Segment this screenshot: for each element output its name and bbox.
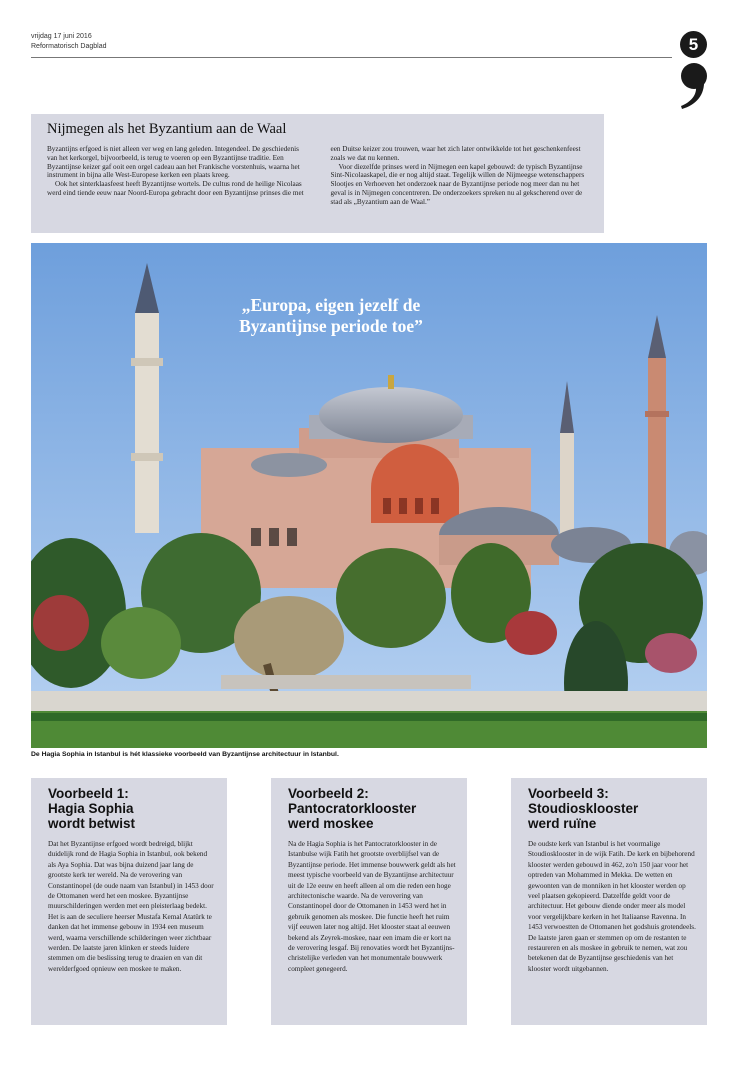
pull-quote: „Europa, eigen jezelf de Byzantijnse periode toe”: [239, 295, 423, 336]
card-title-line: Voorbeeld 2:: [288, 786, 369, 801]
intro-paragraph: Voor diezelfde prinses werd in Nijmegen een kapel gebouwd: de typisch Byzantijnse Sint-Nicolaaskapel, die er nog altijd staat. Tegelijk willen de Nijmeegse wetenschappers Slootjes en Verhoeven het onderzoek naar de Byzantijnse periode nog meer dan nu het geval is in Nijmegen concentreren. De onderzoekers spreken nu al gekscherend over de stad als „Byzantium aan de Waal.”: [330, 162, 585, 206]
example-card-1: [31, 778, 227, 1025]
comma-logo-icon: [678, 62, 708, 110]
intro-paragraph: Byzantijns erfgoed is niet alleen ver weg en lang geleden. Integendeel. De geschiedenis van het kerkorgel, bijvoorbeeld, is terug te voeren op een Byzantijnse traditie. Een Byzantijnse keizer gaf ooit een orgel cadeau aan het Frankische vorstenhuis, waarna het instrument in bijna alle West-Europese kerken een plaats kreeg.: [47, 145, 300, 180]
example-card-3: [511, 778, 707, 1025]
card-title-line: wordt betwist: [48, 816, 135, 831]
edition-date: vrijdag 17 juni 2016: [31, 33, 92, 40]
hagia-sophia-photo: [31, 243, 707, 748]
card-title-line: Stoudiosklooster: [528, 801, 639, 816]
card-title: [528, 786, 698, 831]
intro-box: [31, 114, 604, 233]
card-title-line: Voorbeeld 1:: [48, 786, 129, 801]
intro-paragraph: Ook het sinterklaasfeest heeft Byzantijnse wortels. De cultus rond de heilige Nicolaas werd eind tiende eeuw naar Noord-Europa gebracht door een Byzantijnse prinses die met een Duitse keizer zou trouwen, waar het zich later ontwikkelde tot het geschenkenfeest zoals we dat nu kennen.: [47, 145, 581, 197]
header-rule: [31, 57, 672, 58]
intro-text: [47, 145, 592, 207]
card-body: Dat het Byzantijnse erfgoed wordt bedreigd, blijkt duidelijk rond de Hagia Sophia in Istanbul, ook bekend als Aya Sophia. Dat was bijna duizend jaar lang de grootste kerk ter wereld. Na de verovering van Constantinopel (de oude naam van Istanbul) in 1453 door de Ottomanen werd het een moskee. Byzantijnse muurschilderingen werden met een pleisterlaag bedekt. Het is aan de seculiere heerser Mustafa Kemal Atatürk te danken dat het immense gebouw in 1934 een museum werd, waarna verschillende schilderingen weer zichtbaar werden. De laatste jaren klinken er steeds luidere stemmen om die beslissing terug te draaien en van dit werelderfgoed opnieuw een moskee te maken.: [48, 840, 214, 973]
card-title: [288, 786, 458, 831]
page-number-badge: 5: [680, 31, 707, 58]
card-title: [48, 786, 218, 831]
card-title-line: Voorbeeld 3:: [528, 786, 609, 801]
example-card-2: [271, 778, 467, 1025]
card-title-line: werd moskee: [288, 816, 374, 831]
intro-title: Nijmegen als het Byzantium aan de Waal: [47, 121, 287, 137]
card-title-line: Pantocratorklooster: [288, 801, 417, 816]
card-title-line: werd ruïne: [528, 816, 597, 831]
card-body: De oudste kerk van Istanbul is het voormalige Stoudiosklooster in de wijk Fatih. De kerk en bijbehorend klooster werden gebouwd in 462, zo'n 150 jaar voor het optreden van Mohammed in Mekka. De wetten en gewoonten van de monniken in het klooster werden op veel plaatsen gekopieerd. Datzelfde geldt voor de architectuur. Het gebouw diende onder meer als model voor vergelijkbare kerken in het Italiaanse Ravenna. In 1453 verwoestten de Ottomanen het godshuis grotendeels. De laatste jaren gaan er stemmen op om de restanten te restaureren en als moskee in gebruik te nemen, wat zou betekenen dat de Byzantijnse geschiedenis van het klooster wordt uitgebannen.: [528, 840, 696, 973]
photo-caption: De Hagia Sophia in Istanbul is hét klassieke voorbeeld van Byzantijnse architectuur in Istanbul.: [31, 751, 339, 758]
card-title-line: Hagia Sophia: [48, 801, 134, 816]
card-body: Na de Hagia Sophia is het Pantocratorklooster in de Istanbulse wijk Fatih het grootste overblijfsel van de Byzantijnse periode. Het immense bouwwerk geldt als het meest typische voorbeeld van de Byzantijnse architectuur uit de 12e eeuw en heeft alleen al om die reden een hoge architectonische waarde. Na de verovering van Constantinopel door de Ottomanen in 1453 werd het in gebruik genomen als moskee. Die functie heeft het ruim vijf eeuwen later nog altijd. Het klooster staat al eeuwen bekend als Zeyrek-moskee, naar een imam die er kort na de verovering lesgaf. Bij renovaties wordt het Byzantijns-christelijke verleden van het monumentale bouwwerk compleet genegeerd.: [288, 840, 456, 973]
newspaper-name: Reformatorisch Dagblad: [31, 43, 107, 50]
